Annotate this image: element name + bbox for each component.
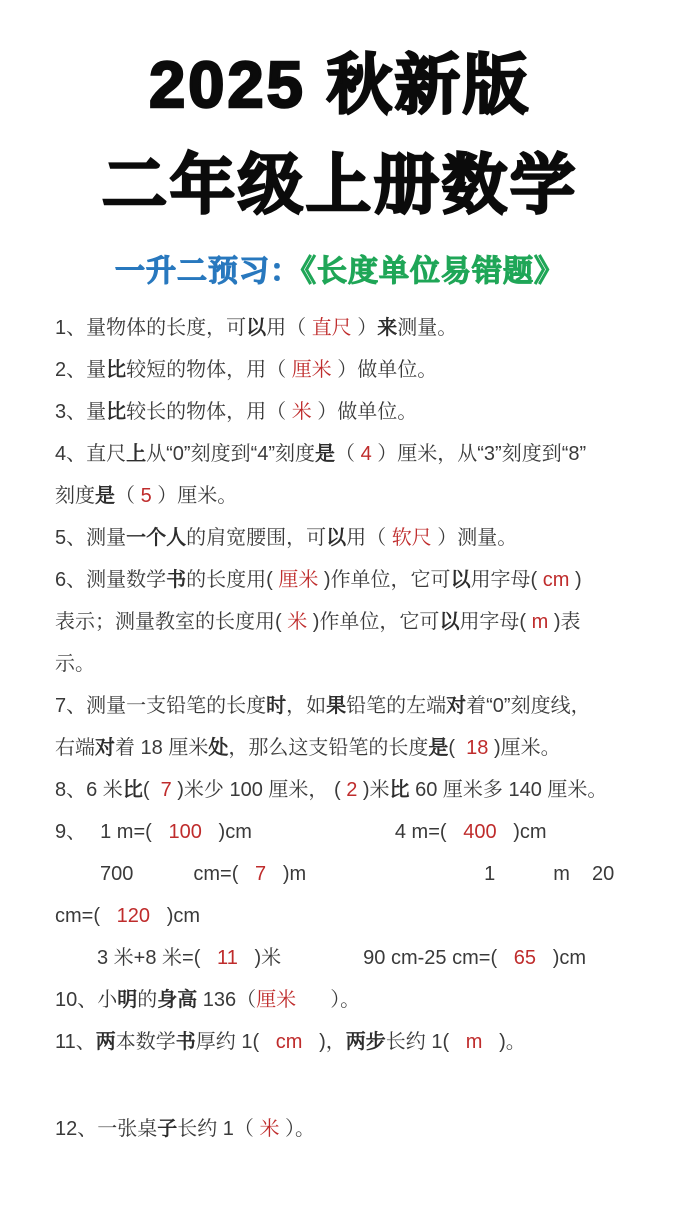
worksheet-subtitle xyxy=(0,254,680,290)
question-text: ）厘米，从“3”刻度到“8” xyxy=(371,443,587,465)
answer-text: m xyxy=(531,611,549,633)
text-line xyxy=(55,517,660,559)
question-text: 身高 xyxy=(157,989,198,1011)
question-text: 书 xyxy=(166,569,187,591)
question-text: 较短的物体，用（ xyxy=(126,359,292,381)
answer-text: 2 xyxy=(346,779,358,801)
question-text: 5、测量 xyxy=(55,527,127,549)
question-text: ，那么这支铅笔的长度 xyxy=(228,737,429,759)
answer-text: m xyxy=(449,1031,500,1053)
question-text: ）厘米。 xyxy=(151,485,238,507)
question-text: 1 xyxy=(484,863,496,885)
text-line xyxy=(55,307,660,349)
question-text: 表示；测量教室的长度用( xyxy=(55,611,288,633)
answer-text: 厘米 xyxy=(291,359,332,381)
question-text: 是 xyxy=(95,485,115,507)
question-text: )。 xyxy=(499,1031,526,1053)
spacer xyxy=(55,879,100,880)
text-line xyxy=(55,727,660,769)
answer-text: 5 xyxy=(140,485,152,507)
question-text: 比 xyxy=(106,359,127,381)
question-text: 厚约 1( xyxy=(195,1031,260,1053)
question-text: 长约 1( xyxy=(385,1031,450,1053)
question-text: 的 xyxy=(137,989,158,1011)
answer-text: 米 xyxy=(287,611,308,633)
text-line xyxy=(55,979,660,1021)
text-line xyxy=(55,769,660,811)
worksheet-body xyxy=(0,307,680,1150)
spacer xyxy=(86,837,100,838)
question-text: cm=( xyxy=(55,905,100,927)
question-text: 2、量 xyxy=(55,359,107,381)
answer-text: 7 xyxy=(160,779,172,801)
question-text: )厘米。 xyxy=(488,737,561,759)
question-text: ( xyxy=(448,737,467,759)
question-text: )cm xyxy=(513,821,547,843)
question-text: 1 m=( xyxy=(100,821,152,843)
question-text: 3、量 xyxy=(55,401,107,423)
spacer xyxy=(133,879,193,880)
spacer xyxy=(281,963,363,964)
question-text: ）测量。 xyxy=(431,527,518,549)
question-text: 铅笔的左端 xyxy=(346,695,447,717)
question-text: )cm xyxy=(166,905,201,927)
question-text: m xyxy=(553,863,570,885)
question-text: 以 xyxy=(450,569,471,591)
question-text: 以 xyxy=(246,317,267,339)
question-text: 测量。 xyxy=(397,317,458,339)
question-text: 10、小 xyxy=(55,989,118,1011)
spacer xyxy=(296,1005,330,1006)
question-text: 12、一张桌 xyxy=(55,1118,158,1140)
question-text: 比 xyxy=(122,779,143,801)
question-text: 两步 xyxy=(345,1031,386,1053)
answer-text: 厘米 xyxy=(278,569,319,591)
question-text: 用（ xyxy=(266,317,312,339)
question-text: 从“0”刻度到“4”刻度 xyxy=(146,443,316,465)
question-text: 较长的物体，用（ xyxy=(126,401,292,423)
subtitle-green-text: 《长度单位易错题》 xyxy=(301,255,565,288)
answer-text: 米 xyxy=(291,401,312,423)
question-text: （ xyxy=(335,443,361,465)
question-text: )m xyxy=(282,863,307,885)
question-text: 是 xyxy=(428,737,449,759)
page-title-line1: 2025 秋新版 xyxy=(149,48,531,121)
question-text: 长约 1（ xyxy=(177,1118,260,1140)
text-line xyxy=(55,601,660,643)
spacer xyxy=(570,879,592,880)
question-text: )米 xyxy=(254,947,282,969)
text-line xyxy=(55,895,660,937)
question-text: 是 xyxy=(315,443,336,465)
question-text: )表 xyxy=(548,611,581,633)
answer-text: 米 xyxy=(259,1118,280,1140)
question-text: 90 cm-25 cm=( xyxy=(363,947,498,969)
spacer xyxy=(306,879,484,880)
question-text: )cm xyxy=(218,821,252,843)
question-text: 着“0”刻度线， xyxy=(466,695,591,717)
question-text: 700 xyxy=(100,863,134,885)
question-text: 用字母( xyxy=(459,611,532,633)
question-text: 4 m=( xyxy=(394,821,447,843)
question-text: ) xyxy=(569,569,582,591)
question-text: 的肩宽腰围，可 xyxy=(186,527,327,549)
answer-text: 4 xyxy=(360,443,372,465)
question-text: 处 xyxy=(208,737,229,759)
question-text: 比 xyxy=(389,779,410,801)
answer-text: 软尺 xyxy=(391,527,432,549)
worksheet-header xyxy=(0,0,680,290)
text-line xyxy=(55,937,660,979)
question-text: 右端 xyxy=(55,737,95,759)
question-text: ）做单位。 xyxy=(331,359,438,381)
question-text: )作单位，它可 xyxy=(318,569,451,591)
question-text: 用字母( xyxy=(470,569,543,591)
question-text: 6、测量数学 xyxy=(55,569,167,591)
question-text: 对 xyxy=(95,737,115,759)
answer-text: 120 xyxy=(100,905,167,927)
question-text: )作单位，它可 xyxy=(307,611,440,633)
question-text: 的长度用( xyxy=(186,569,279,591)
answer-text: 7 xyxy=(238,863,283,885)
question-text: 本数学 xyxy=(115,1031,176,1053)
answer-text: 100 xyxy=(151,821,219,843)
answer-text: cm xyxy=(542,569,570,591)
question-text: 9、 xyxy=(55,821,87,843)
text-line xyxy=(55,1108,660,1150)
question-text: 7、测量一支铅笔的长度 xyxy=(55,695,267,717)
text-line xyxy=(55,811,660,853)
question-text: )米少 100 厘米， ( xyxy=(171,779,347,801)
subtitle-blue-text: 一升二预习： xyxy=(115,255,301,288)
question-text: cm=( xyxy=(193,863,239,885)
text-line xyxy=(55,349,660,391)
question-text: 着 18 厘米 xyxy=(115,737,209,759)
question-text: 20 xyxy=(591,863,615,885)
text-line xyxy=(55,685,660,727)
question-text: 时 xyxy=(266,695,287,717)
question-text: 8、6 米 xyxy=(55,779,123,801)
answer-text: 18 xyxy=(466,737,489,759)
spacer xyxy=(55,963,97,964)
question-text: （ xyxy=(115,485,141,507)
question-text: 11、 xyxy=(55,1031,96,1053)
question-text: ( xyxy=(142,779,161,801)
question-text: 一个人 xyxy=(126,527,187,549)
spacer xyxy=(495,879,553,880)
question-text: 子 xyxy=(157,1118,178,1140)
answer-text: cm xyxy=(259,1031,320,1053)
question-text: 来 xyxy=(377,317,398,339)
text-line xyxy=(55,853,660,895)
question-text: )， xyxy=(319,1031,346,1053)
question-text: 刻度 xyxy=(55,485,95,507)
question-text: 1、量物体的长度，可 xyxy=(55,317,247,339)
question-text: 果 xyxy=(326,695,347,717)
question-text: 比 xyxy=(106,401,127,423)
question-text: 以 xyxy=(439,611,460,633)
answer-text: 400 xyxy=(446,821,514,843)
answer-text: 65 xyxy=(497,947,553,969)
blank-line xyxy=(55,1063,660,1108)
question-text: 136（ xyxy=(197,989,257,1011)
question-text: ） xyxy=(351,317,378,339)
text-line xyxy=(55,391,660,433)
question-text: 用（ xyxy=(346,527,392,549)
text-line xyxy=(55,475,660,517)
question-text: )米 xyxy=(357,779,390,801)
question-text: ）。 xyxy=(330,989,361,1011)
question-text: 上 xyxy=(126,443,147,465)
question-text: )cm xyxy=(552,947,587,969)
question-text: 以 xyxy=(326,527,347,549)
question-text: ）做单位。 xyxy=(311,401,418,423)
answer-text: 直尺 xyxy=(311,317,352,339)
question-text: 示。 xyxy=(55,653,95,675)
question-text: ，如 xyxy=(286,695,327,717)
text-line xyxy=(55,559,660,601)
question-text: 明 xyxy=(117,989,138,1011)
question-text: 对 xyxy=(446,695,467,717)
answer-text: 11 xyxy=(200,947,255,969)
text-line xyxy=(55,433,660,475)
text-line xyxy=(55,643,660,685)
text-line xyxy=(55,1021,660,1063)
question-text: 书 xyxy=(175,1031,196,1053)
question-text: 两 xyxy=(95,1031,116,1053)
question-text: 4、直尺 xyxy=(55,443,127,465)
question-text: 3 米+8 米=( xyxy=(97,947,201,969)
question-text: 60 厘米多 140 厘米。 xyxy=(409,779,608,801)
answer-text: 厘米 xyxy=(256,989,297,1011)
page-title-line2: 二年级上册数学 xyxy=(101,148,578,221)
question-text: ）。 xyxy=(279,1118,316,1140)
spacer xyxy=(252,837,395,838)
